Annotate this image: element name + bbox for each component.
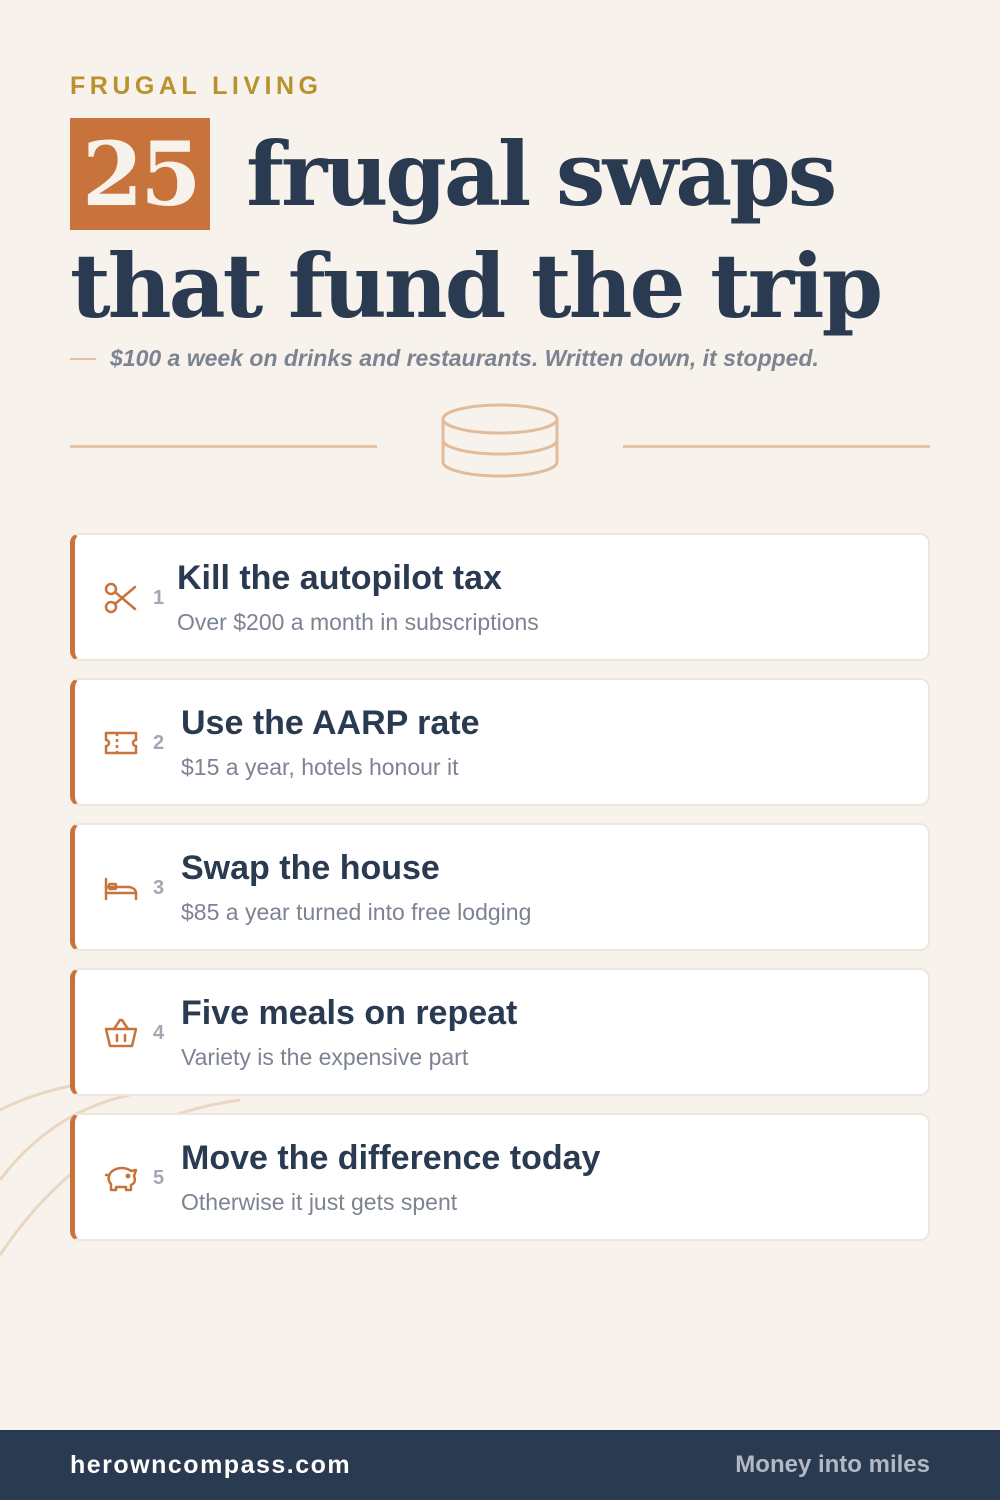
footer-tagline: Money into miles (735, 1451, 930, 1478)
subtitle-text: $100 a week on drinks and restaurants. Written down, it stopped. (110, 345, 819, 371)
item-title: Kill the autopilot tax (177, 559, 502, 597)
piggy-bank-icon (103, 1161, 139, 1195)
item-number: 3 (153, 877, 165, 899)
list-item (70, 1113, 930, 1241)
headline-number-badge: 25 (70, 118, 210, 230)
item-title: Use the AARP rate (181, 704, 480, 742)
item-number: 1 (153, 587, 165, 609)
item-title: Move the difference today (181, 1139, 601, 1177)
bed-icon (103, 871, 139, 905)
item-number: 5 (153, 1167, 165, 1189)
divider-left (70, 445, 377, 448)
list-item (70, 823, 930, 951)
page-title (70, 118, 950, 342)
list-item (70, 533, 930, 661)
swap-list (70, 533, 930, 1258)
item-description: Over $200 a month in subscriptions (177, 609, 539, 635)
item-description: Otherwise it just gets spent (181, 1189, 458, 1215)
headline-line1: frugal swaps (218, 122, 835, 226)
list-item (70, 968, 930, 1096)
item-number: 4 (153, 1022, 165, 1044)
item-title: Five meals on repeat (181, 994, 518, 1032)
subtitle (70, 345, 819, 372)
headline-line2: that fund the trip (70, 234, 881, 338)
item-description: $15 a year, hotels honour it (181, 754, 459, 780)
list-item (70, 678, 930, 806)
scissors-icon (103, 581, 139, 615)
item-description: $85 a year turned into free lodging (181, 899, 532, 925)
basket-icon (103, 1016, 139, 1050)
coin-icon (438, 400, 562, 484)
footer-site-link[interactable]: herowncompass.com (70, 1450, 352, 1479)
category-kicker: FRUGAL LIVING (70, 72, 323, 100)
footer-bar (0, 1430, 1000, 1500)
item-number: 2 (153, 732, 165, 754)
ticket-icon (103, 726, 139, 760)
item-title: Swap the house (181, 849, 440, 887)
subtitle-dash (70, 358, 96, 360)
item-description: Variety is the expensive part (181, 1044, 469, 1070)
divider-right (623, 445, 930, 448)
